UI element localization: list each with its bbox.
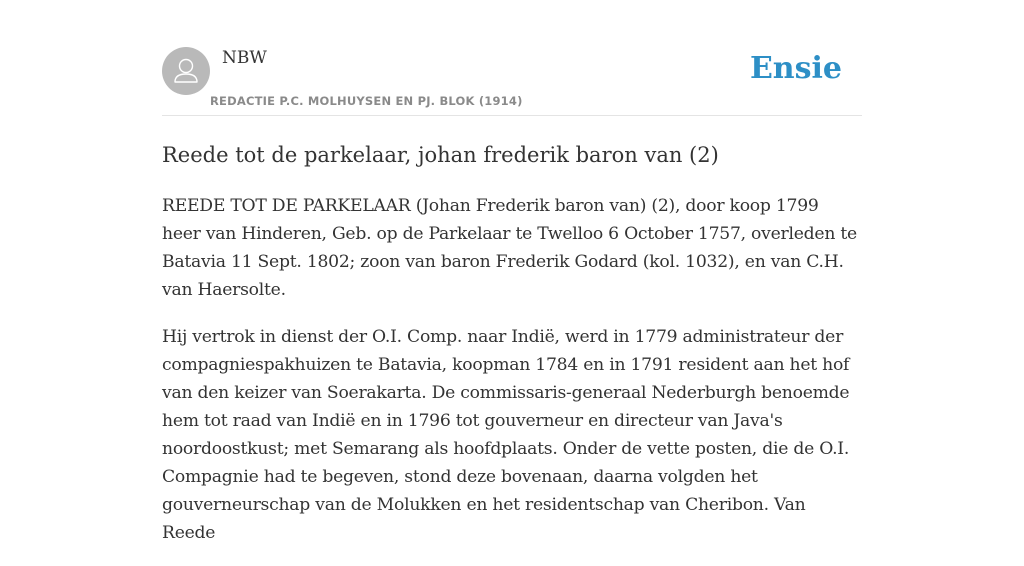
article-body xyxy=(162,192,862,566)
user-icon xyxy=(162,47,210,95)
article-paragraph: REEDE TOT DE PARKELAAR (Johan Frederik baron van) (2), door koop 1799 heer van Hinderen, Geb. op de Parkelaar te Twelloo 6 October 1757, overleden te Batavia 11 Sept. 1802; zoon van baron Frederik Godard (kol. 1032), en van C.H. van Haersolte. xyxy=(162,196,857,300)
brand-logo[interactable]: Ensie xyxy=(749,51,842,86)
avatar[interactable] xyxy=(162,47,210,95)
article-title: Reede tot de parkelaar, johan frederik baron van (2) xyxy=(162,143,719,167)
page xyxy=(162,0,862,543)
source-credit: REDACTIE P.C. MOLHUYSEN EN PJ. BLOK (1914) xyxy=(210,94,523,108)
article-header xyxy=(162,0,862,116)
article-paragraph: Hij vertrok in dienst der O.I. Comp. naar Indië, werd in 1779 administrateur der compagniespakhuizen te Batavia, koopman 1784 en in 1791 resident aan het hof van den keizer van Soerakarta. De commissaris-generaal Nederburgh benoemde hem tot raad van Indië en in 1796 tot gouverneur en directeur van Java's noordoostkust; met Semarang als hoofdplaats. Onder de vette posten, die de O.I. Compagnie had te begeven, stond deze bovenaan, daarna volgden het gouverneurschap van de Molukken en het residentschap van Cheribon. Van Reede xyxy=(162,327,850,543)
author-name[interactable]: NBW xyxy=(222,48,267,68)
